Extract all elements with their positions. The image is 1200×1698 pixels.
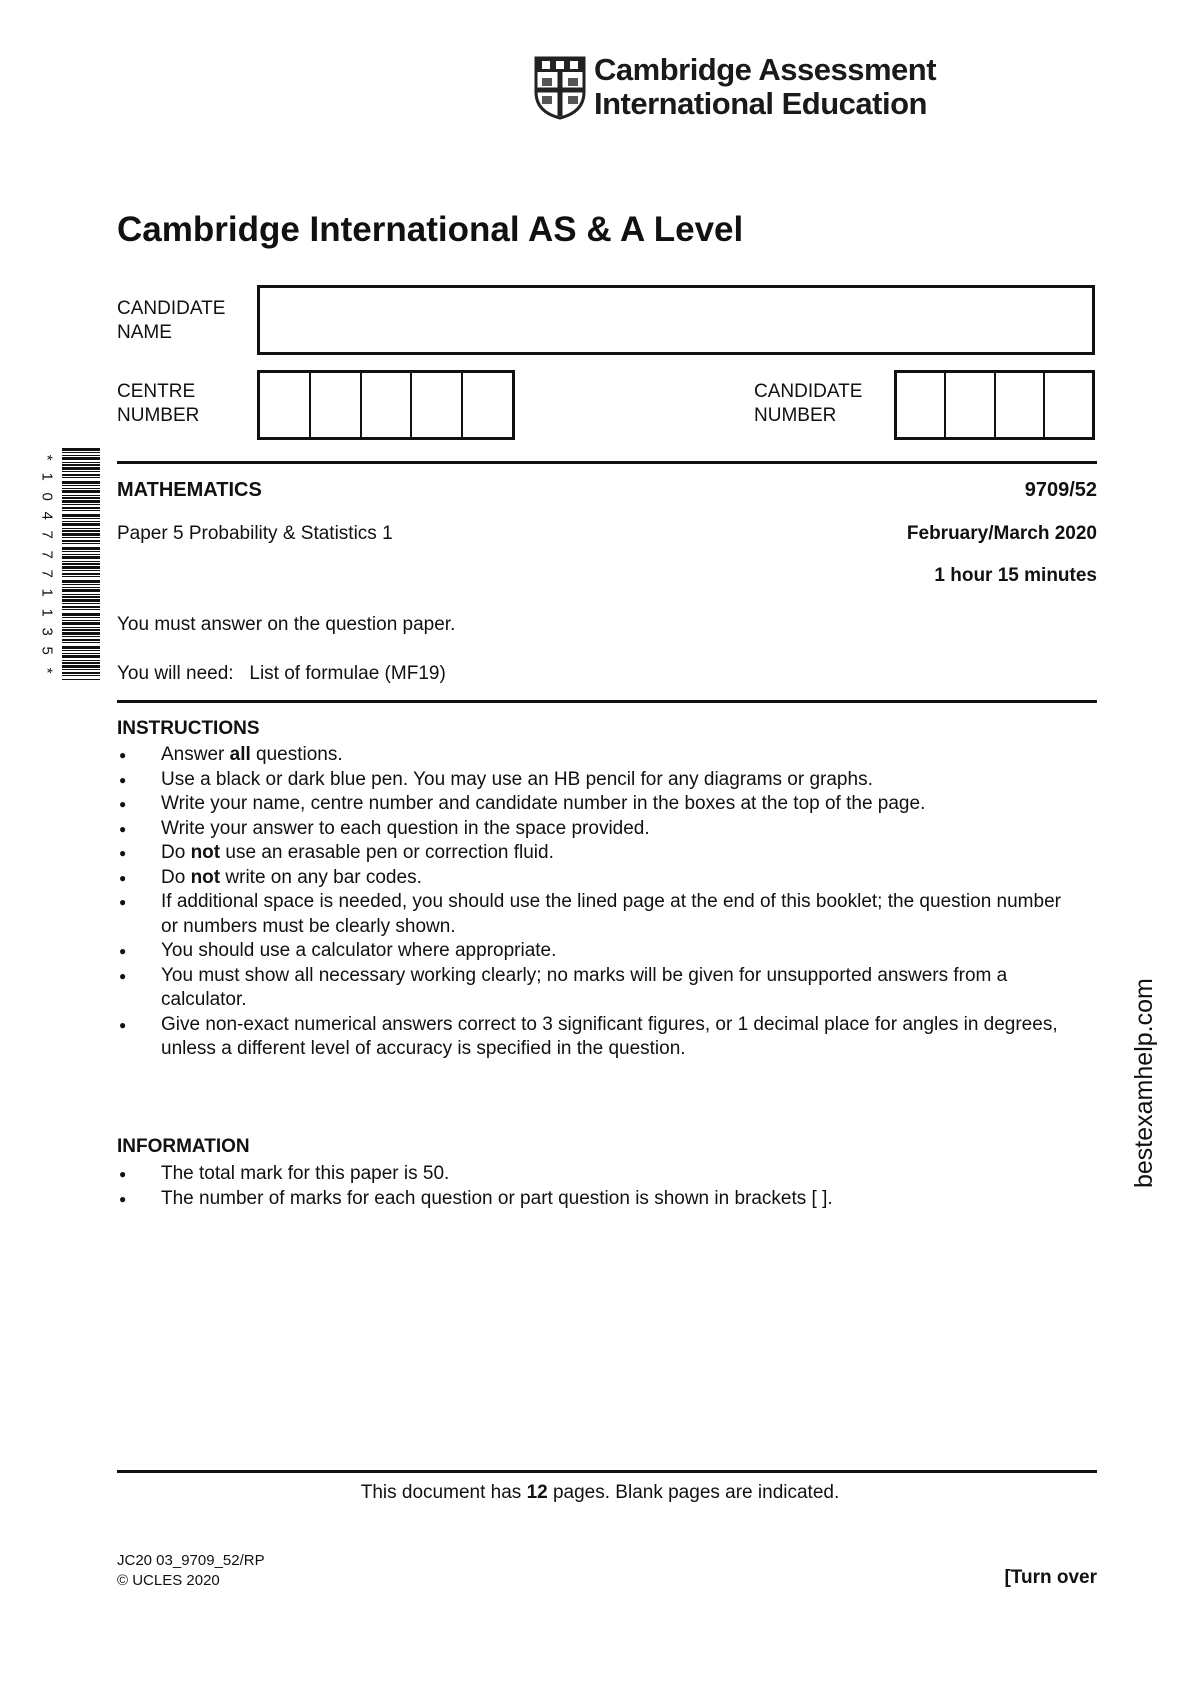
candidate-number-boxes[interactable] xyxy=(894,370,1095,440)
barcode-digit: 0 xyxy=(38,492,56,501)
barcode-bar xyxy=(62,563,100,565)
barcode-digit: * xyxy=(38,667,56,674)
page-count-text: pages. Blank pages are indicated. xyxy=(547,1482,840,1503)
candidate-number-cell[interactable] xyxy=(1045,373,1092,437)
instruction-item-text: Do xyxy=(161,866,191,888)
instruction-item-text: Use a black or dark blue pen. You may use an HB pencil for any diagrams or graphs. xyxy=(161,768,873,790)
centre-number-cell[interactable] xyxy=(311,373,362,437)
barcode-bar xyxy=(62,620,100,621)
barcode-bars-icon xyxy=(62,448,100,680)
barcode-bar xyxy=(62,599,100,602)
page-count-text: 12 xyxy=(526,1482,548,1503)
barcode-bar xyxy=(62,627,100,628)
candidate-number-label: CANDIDATE NUMBER xyxy=(754,381,863,426)
instruction-item xyxy=(117,939,1077,964)
instruction-item xyxy=(117,792,1077,817)
instruction-item xyxy=(117,768,1077,793)
barcode-bar xyxy=(62,457,100,460)
instruction-item-text: You should use a calculator where appropriate. xyxy=(161,940,557,961)
barcode-bar xyxy=(62,580,100,583)
barcode-bar xyxy=(62,533,100,536)
copyright: © UCLES 2020 xyxy=(117,1572,220,1589)
barcode-bar xyxy=(62,679,100,680)
barcode-bar xyxy=(62,497,100,499)
information-item xyxy=(117,1162,1077,1187)
information-item-text: The number of marks for each question or part question is shown in brackets [ ]. xyxy=(161,1187,833,1209)
barcode-digit: 7 xyxy=(38,550,56,559)
barcode-bar xyxy=(62,464,100,466)
barcode-bar xyxy=(62,573,100,575)
barcode-bar xyxy=(62,455,100,456)
candidate-name-box[interactable] xyxy=(257,285,1095,355)
qualification-title: Cambridge International AS & A Level xyxy=(117,210,744,249)
turn-over-label: [Turn over xyxy=(1004,1567,1097,1588)
page-count-text: This document has xyxy=(360,1482,527,1503)
barcode-digit: * xyxy=(38,454,56,461)
barcode-bar xyxy=(62,636,100,637)
barcode-bar xyxy=(62,490,100,493)
instruction-item-text: Write your name, centre number and candidate number in the boxes at the top of the page. xyxy=(161,793,926,814)
instruction-item-text: Give non-exact numerical answers correct to 3 significant figures, or 1 decimal place for angles in degrees, unless a different level of accuracy is specified in the question. xyxy=(161,1013,1058,1059)
information-item-text: The total mark for this paper is 50. xyxy=(161,1163,450,1184)
barcode-digits xyxy=(36,448,58,680)
barcode-bar xyxy=(62,467,100,470)
information-heading: INFORMATION xyxy=(117,1136,250,1157)
barcode-bar xyxy=(62,646,100,649)
barcode-bar xyxy=(62,632,100,635)
barcode-bar xyxy=(62,650,100,651)
candidate-number-cell[interactable] xyxy=(897,373,946,437)
instruction-item xyxy=(117,817,1077,842)
cambridge-crest-icon xyxy=(534,56,586,120)
barcode-bar xyxy=(62,675,100,676)
barcode-digit: 7 xyxy=(38,530,56,540)
barcode-bar xyxy=(62,665,100,668)
barcode-bar xyxy=(62,669,100,670)
barcode-bar xyxy=(62,462,100,463)
barcode-bar xyxy=(62,521,100,522)
barcode-bar xyxy=(62,596,100,598)
barcode-bar xyxy=(62,570,100,571)
barcode-bar xyxy=(62,653,100,654)
reference-code: JC20 03_9709_52/RP xyxy=(117,1552,265,1569)
barcode-digit: 1 xyxy=(38,472,56,482)
exam-session: February/March 2020 xyxy=(906,523,1097,544)
barcode-bar xyxy=(62,609,100,610)
barcode-bar xyxy=(62,642,100,643)
barcode-bar xyxy=(62,530,100,532)
centre-number-cell[interactable] xyxy=(412,373,463,437)
instruction-item xyxy=(117,866,1077,891)
logo-line-1: Cambridge Assessment xyxy=(594,52,937,87)
instruction-item xyxy=(117,1013,1077,1062)
barcode-digit: 1 xyxy=(38,588,56,598)
barcode-bar xyxy=(62,556,100,559)
barcode-bar xyxy=(62,622,100,625)
barcode-bar xyxy=(62,589,100,592)
barcode-bar xyxy=(62,613,100,616)
barcode-bar xyxy=(62,561,100,562)
barcode-bar xyxy=(62,576,100,577)
barcode-bar xyxy=(62,672,100,674)
candidate-number-cell[interactable] xyxy=(946,373,995,437)
barcode-bar xyxy=(62,448,100,451)
instruction-item-text: questions. xyxy=(250,744,343,765)
barcode-bar xyxy=(62,474,100,476)
candidate-number-cell[interactable] xyxy=(996,373,1045,437)
barcode-bar xyxy=(62,488,100,489)
barcode-bar xyxy=(62,606,100,608)
instruction-item-text: write on any bar codes. xyxy=(220,866,422,888)
barcode-bar xyxy=(62,547,100,550)
exam-duration: 1 hour 15 minutes xyxy=(934,565,1097,586)
barcode-bar xyxy=(62,452,100,453)
divider-middle xyxy=(117,700,1097,703)
instructions-heading: INSTRUCTIONS xyxy=(117,718,260,739)
barcode-bar xyxy=(62,540,100,542)
centre-number-label: CENTRE NUMBER xyxy=(117,381,200,426)
barcode-bar xyxy=(62,510,100,511)
barcode-digit: 3 xyxy=(38,627,56,636)
instruction-item xyxy=(117,890,1077,939)
barcode-bar xyxy=(62,485,100,486)
barcode-bar xyxy=(62,629,100,631)
centre-number-cell[interactable] xyxy=(362,373,413,437)
watermark-text: bestexamhelp.com xyxy=(1130,978,1158,1188)
barcode-digit: 4 xyxy=(38,511,56,520)
barcode-bar xyxy=(62,617,100,618)
instruction-item-text: use an erasable pen or correction fluid. xyxy=(220,842,554,863)
barcode-bar xyxy=(62,566,100,569)
barcode-bar xyxy=(62,587,100,588)
barcode-bar xyxy=(62,471,100,472)
instruction-item-text: You must show all necessary working clearly; no marks will be given for unsupported answers from a calculator. xyxy=(161,964,1008,1010)
barcode-digit: 1 xyxy=(38,608,56,617)
divider-top xyxy=(117,461,1097,464)
barcode-bar xyxy=(62,603,100,604)
barcode-digit: 7 xyxy=(38,569,56,578)
barcode-bar xyxy=(62,655,100,658)
instruction-item-text: not xyxy=(190,842,221,863)
centre-number-boxes[interactable] xyxy=(257,370,515,440)
barcode-bar xyxy=(62,504,100,505)
instruction-item-text: If additional space is needed, you should use the lined page at the end of this booklet; the question number or numbers must be clearly shown. xyxy=(161,891,1061,937)
barcode-bar xyxy=(62,477,100,478)
instruction-item-text: all xyxy=(229,744,251,765)
centre-number-cell[interactable] xyxy=(260,373,311,437)
instructions-list xyxy=(117,743,1077,1062)
instruction-item-text: not xyxy=(190,866,221,888)
instruction-item xyxy=(117,743,1077,768)
barcode-digit: 5 xyxy=(38,646,56,656)
information-list xyxy=(117,1162,1077,1211)
document-reference xyxy=(117,1551,265,1591)
logo-line-2: International Education xyxy=(594,86,927,121)
barcode-bar xyxy=(62,500,100,503)
page-count-note xyxy=(0,1482,1200,1504)
materials-needed: You will need: List of formulae (MF19) xyxy=(117,663,446,684)
barcode-bar xyxy=(62,662,100,664)
watermark xyxy=(1130,962,1164,1188)
barcode-bar xyxy=(62,537,100,538)
instruction-item xyxy=(117,964,1077,1013)
barcode-bar xyxy=(62,660,100,661)
barcode-bar xyxy=(62,543,100,544)
instruction-item-text: Answer xyxy=(161,744,230,765)
instruction-item-text: Write your answer to each question in the space provided. xyxy=(161,817,650,839)
barcode-bar xyxy=(62,481,100,484)
barcode-bar xyxy=(62,551,100,552)
paper-code: 9709/52 xyxy=(1024,479,1097,501)
barcode-bar xyxy=(62,594,100,595)
barcode-bar xyxy=(62,495,100,496)
centre-number-cell[interactable] xyxy=(463,373,512,437)
paper-title: Paper 5 Probability & Statistics 1 xyxy=(117,523,393,544)
barcode-bar xyxy=(62,528,100,529)
barcode-bar xyxy=(62,584,100,585)
barcode xyxy=(36,448,102,680)
candidate-name-label: CANDIDATE NAME xyxy=(117,298,226,343)
barcode-bar xyxy=(62,514,100,517)
barcode-bar xyxy=(62,639,100,641)
barcode-bar xyxy=(62,523,100,526)
instruction-item xyxy=(117,841,1077,866)
barcode-bar xyxy=(62,507,100,509)
answer-instruction: You must answer on the question paper. xyxy=(117,614,456,635)
instruction-item-text: Do xyxy=(161,842,191,863)
barcode-bar xyxy=(62,554,100,555)
subject-title: MATHEMATICS xyxy=(117,479,262,501)
divider-bottom xyxy=(117,1470,1097,1473)
information-item xyxy=(117,1187,1077,1212)
barcode-bar xyxy=(62,518,100,519)
